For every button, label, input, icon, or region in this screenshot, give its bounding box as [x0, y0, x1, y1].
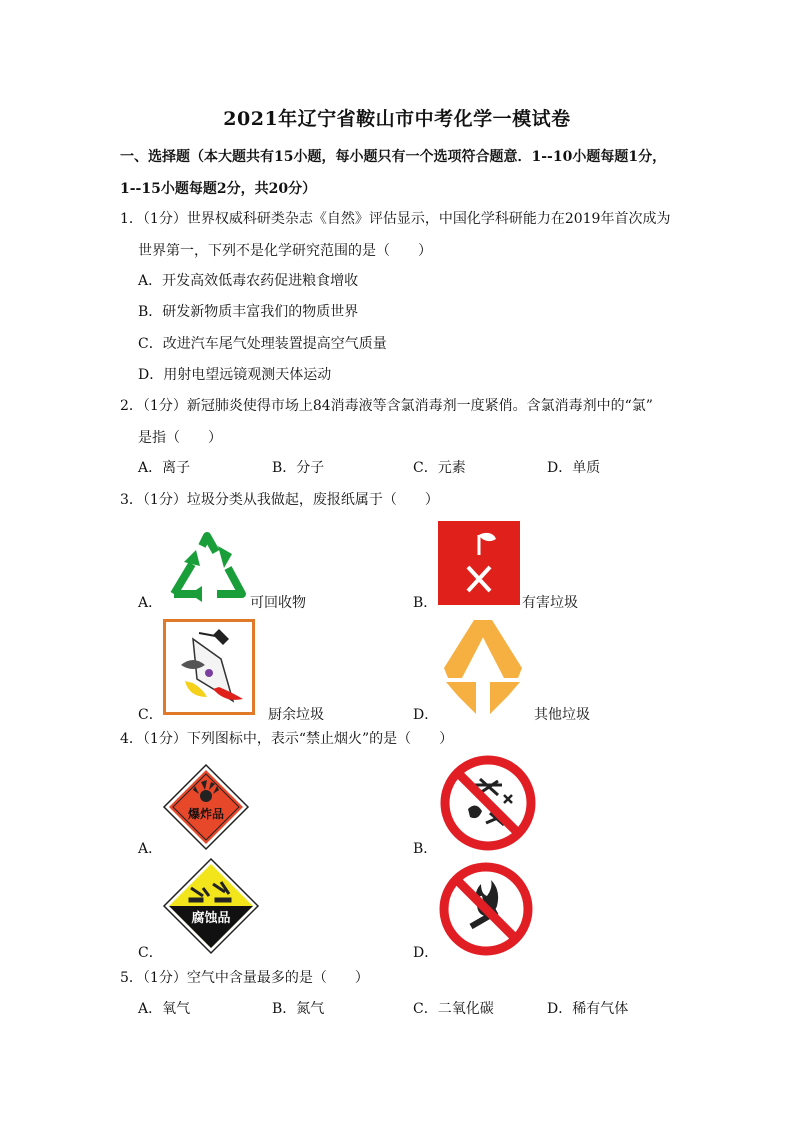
no-fire-sign-icon: [439, 862, 533, 956]
explosive-sign-text: 爆炸品: [187, 807, 225, 821]
question-5-option-b[interactable]: B．氮气: [272, 1001, 325, 1017]
page-title: 2021年辽宁省鞍山市中考化学一模试卷: [223, 108, 571, 130]
no-burning-sign-icon: [440, 755, 536, 851]
other-waste-icon: [438, 618, 528, 718]
question-3-option-a-caption: 可回收物: [250, 595, 306, 611]
section-header-line2: 1--15小题每题2分，共20分）: [120, 181, 317, 197]
question-5-option-c[interactable]: C．二氧化碳: [413, 1001, 494, 1017]
question-3-option-b-caption: 有害垃圾: [522, 595, 578, 611]
question-5-option-d[interactable]: D．稀有气体: [547, 1001, 629, 1017]
question-4-option-c-label[interactable]: C．: [138, 945, 163, 961]
question-2-option-b[interactable]: B．分子: [272, 460, 325, 476]
question-1-option-a[interactable]: A．开发高效低毒农药促进粮食增收: [138, 273, 359, 289]
question-4-option-d-label[interactable]: D．: [413, 945, 439, 961]
question-4-stem: 4．（1分）下列图标中，表示“禁止烟火”的是（ ）: [120, 731, 454, 747]
recycle-icon: [162, 524, 252, 604]
question-2-stem: 2．（1分）新冠肺炎使得市场上84消毒液等含氯消毒剂一度紧俏。含氯消毒剂中的“氯”: [120, 398, 653, 414]
corrosive-sign-text: 腐蚀品: [191, 911, 231, 926]
hazardous-waste-icon: [438, 521, 520, 605]
question-2-option-c[interactable]: C．元素: [413, 460, 466, 476]
kitchen-waste-icon: [163, 619, 255, 715]
question-1-option-c[interactable]: C．改进汽车尾气处理装置提高空气质量: [138, 336, 387, 352]
question-3-option-c-caption: 厨余垃圾: [268, 707, 324, 723]
question-3-option-a-label[interactable]: A．: [138, 595, 163, 611]
question-1-option-d[interactable]: D．用射电望远镜观测天体运动: [138, 367, 332, 383]
section-header-line1: 一、选择题（本大题共有15小题，每小题只有一个选项符合题意．1--10小题每题1分，: [120, 149, 667, 165]
explosive-sign-icon: [163, 764, 249, 850]
question-2-stem-cont: 是指（ ）: [138, 430, 222, 446]
question-3-option-d-caption: 其他垃圾: [534, 707, 590, 723]
question-1-stem-cont: 世界第一，下列不是化学研究范围的是（ ）: [138, 243, 432, 259]
question-3-option-b-label[interactable]: B．: [413, 595, 438, 611]
question-5-option-a[interactable]: A．氧气: [138, 1001, 191, 1017]
question-1-option-b[interactable]: B．研发新物质丰富我们的物质世界: [138, 304, 359, 320]
question-4-option-b-label[interactable]: B．: [413, 841, 438, 857]
question-3-stem: 3．（1分）垃圾分类从我做起，废报纸属于（ ）: [120, 492, 439, 508]
question-4-option-a-label[interactable]: A．: [138, 841, 163, 857]
question-2-option-d[interactable]: D．单质: [547, 460, 601, 476]
question-5-stem: 5．（1分）空气中含量最多的是（ ）: [120, 970, 369, 986]
question-1-stem: 1．（1分）世界权威科研类杂志《自然》评估显示，中国化学科研能力在2019年首次成为: [120, 211, 671, 227]
question-3-option-d-label[interactable]: D．: [413, 707, 439, 723]
question-2-option-a[interactable]: A．离子: [138, 460, 191, 476]
corrosive-sign-icon: [163, 858, 259, 954]
question-3-option-c-label[interactable]: C．: [138, 707, 163, 723]
